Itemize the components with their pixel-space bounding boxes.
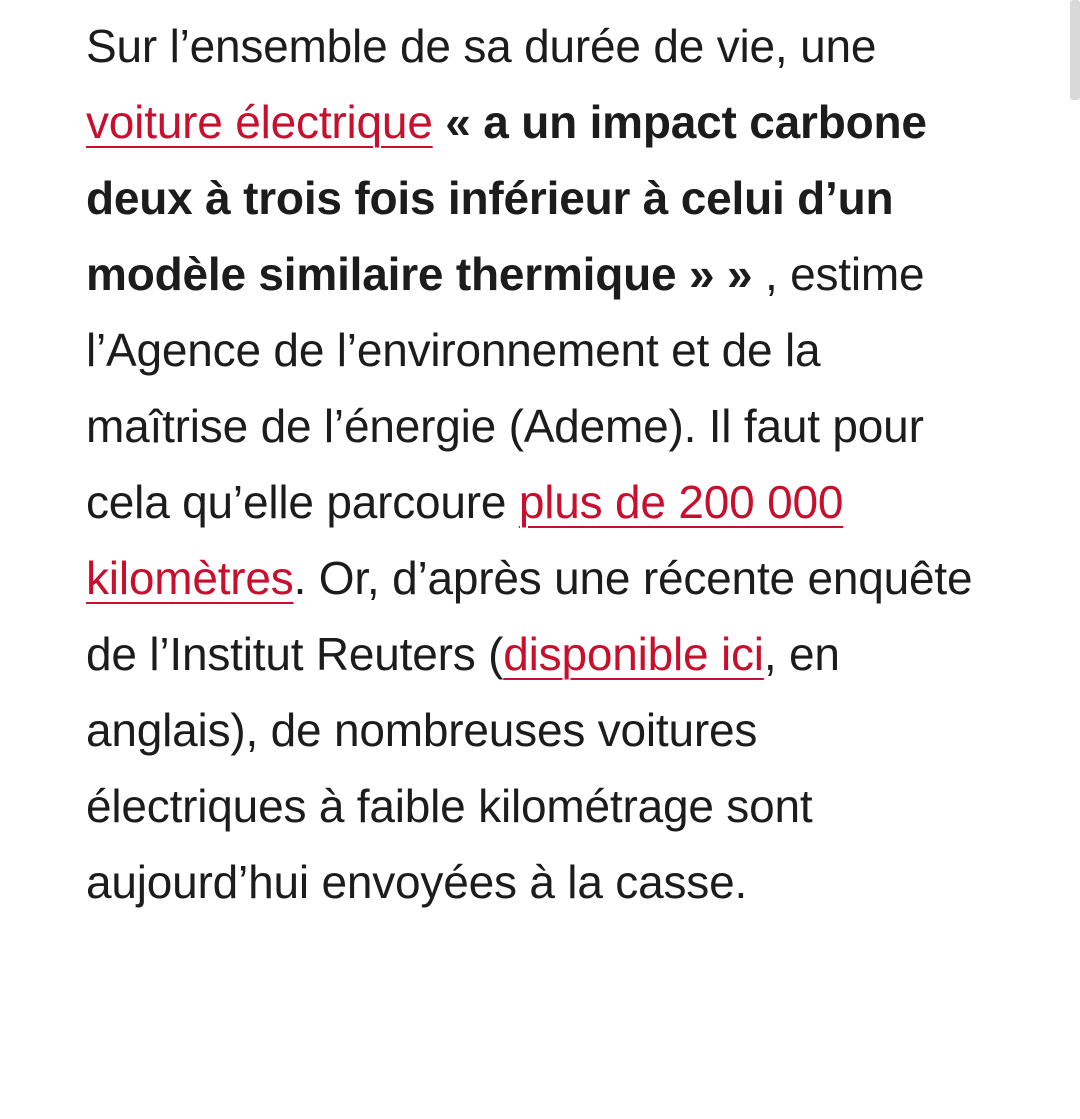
ademe-quote: « a un impact carbone deux à trois fois inférieur à celui d’un modèle similaire thermique » » <box>86 96 927 300</box>
article-body <box>86 8 986 920</box>
paragraph-text-4: , en anglais), de nombreuses voitures électriques à faible kilométrage sont aujourd’hui envoyées à la casse. <box>86 628 840 908</box>
200000-km-link[interactable]: plus de 200 000 kilomètres <box>86 476 844 604</box>
reuters-report-link[interactable]: disponible ici <box>503 628 764 680</box>
paragraph-text-3: . Or, d’après une récente enquête de l’Institut Reuters ( <box>86 552 973 680</box>
scrollbar-thumb[interactable] <box>1070 0 1080 100</box>
paragraph-text-2: , estime l’Agence de l’environnement et de la maîtrise de l’énergie (Ademe). Il faut pour cela qu’elle parcoure <box>86 248 925 528</box>
article-paragraph <box>86 8 986 920</box>
paragraph-text-1: Sur l’ensemble de sa durée de vie, une <box>86 20 877 72</box>
electric-car-link[interactable]: voiture électrique <box>86 96 433 148</box>
